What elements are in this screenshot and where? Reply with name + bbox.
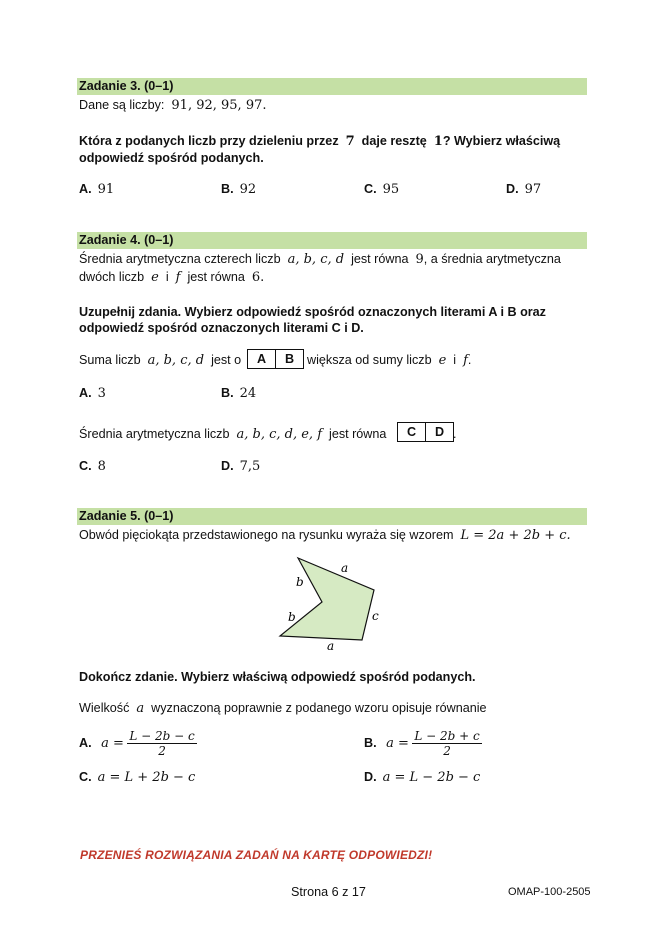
task3-option-b[interactable]: B. 92 — [221, 182, 257, 197]
task4-option-a[interactable]: A. 3 — [79, 386, 106, 401]
task4-sentence2-start: Średnia arytmetyczna liczb a, b, c, d, e, f jest równa — [79, 427, 387, 442]
answer-box-cd[interactable] — [397, 422, 454, 442]
task5-option-a[interactable]: A. a = $\frac{L - 2b - c}{2}$ — [79, 729, 195, 758]
label-upper-b: b — [296, 575, 304, 589]
label-right-c: c — [372, 609, 379, 623]
task5-formula: L = 2a + 2b + c. — [460, 528, 571, 543]
exam-code: OMAP-100-2505 — [508, 886, 591, 898]
answer-box-b[interactable]: B — [275, 350, 303, 368]
answer-box-c[interactable]: C — [406, 425, 417, 439]
task4-header: Zadanie 4. (0–1) — [77, 232, 587, 249]
task4-instruction-line1: Uzupełnij zdania. Wybierz odpowiedź spośród oznaczonych literami A i B oraz — [79, 305, 546, 319]
page-number: Strona 6 z 17 — [291, 885, 366, 899]
task5-header: Zadanie 5. (0–1) — [77, 508, 587, 525]
task5-option-d[interactable]: D. a = L − 2b − c — [364, 770, 481, 785]
pentagon-shape — [280, 558, 374, 640]
task5-option-c[interactable]: C. a = L + 2b − c — [79, 770, 196, 785]
task4-sentence1-start: Suma liczb a, b, c, d jest o — [79, 353, 242, 368]
task3-question-line2: odpowiedź spośród podanych. — [79, 151, 264, 165]
task5-line1: Obwód pięciokąta przedstawionego na rysunku wyraża się wzorem L = 2a + 2b + c. — [79, 528, 571, 543]
answer-box-ab[interactable] — [247, 349, 304, 369]
task3-question-line1: Która z podanych liczb przy dzieleniu przez 7 daje resztę 1? Wybierz właściwą — [79, 134, 561, 149]
task3-option-c[interactable]: C. 95 — [364, 182, 400, 197]
label-bottom-a: a — [327, 639, 335, 652]
task3-header: Zadanie 3. (0–1) — [77, 78, 587, 95]
task5-instruction: Dokończ zdanie. Wybierz właściwą odpowiedź spośród podanych. — [79, 670, 476, 684]
answer-box-d[interactable]: D — [425, 423, 453, 441]
task3-numbers: 91, 92, 95, 97. — [171, 98, 267, 113]
task4-line1: Średnia arytmetyczna czterech liczb a, b, c, d jest równa 9, a średnia arytmetyczna — [79, 252, 561, 267]
task5-option-b[interactable]: B. a = $\frac{L - 2b + c}{2}$ — [364, 729, 480, 758]
task4-option-c[interactable]: C. 8 — [79, 459, 106, 474]
task4-option-d[interactable]: D. 7,5 — [221, 459, 261, 474]
task4-sentence1-end: większa od sumy liczb e i f. — [307, 353, 472, 368]
task5-stem: Wielkość a wyznaczoną poprawnie z podanego wzoru opisuje równanie — [79, 701, 487, 716]
task3-intro: Dane są liczby: 91, 92, 95, 97. — [79, 98, 267, 113]
fraction-b: $\frac{L - 2b + c}{2}$ — [414, 729, 480, 758]
transfer-answers-notice: PRZENIEŚ ROZWIĄZANIA ZADAŃ NA KARTĘ ODPOWIEDZI! — [80, 848, 433, 862]
label-top-a: a — [341, 561, 349, 575]
task4-sentence2-end: . — [453, 427, 457, 441]
task4-option-b[interactable]: B. 24 — [221, 386, 257, 401]
task4-instruction-line2: odpowiedź spośród oznaczonych literami C i D. — [79, 321, 364, 335]
label-lower-b: b — [288, 610, 296, 624]
task4-line2: dwóch liczb e i f jest równa 6. — [79, 270, 265, 285]
task3-option-d[interactable]: D. 97 — [506, 182, 542, 197]
pentagon-figure — [270, 552, 390, 652]
answer-box-a[interactable]: A — [256, 352, 267, 366]
task3-option-a[interactable]: A. 91 — [79, 182, 115, 197]
fraction-a: $\frac{L - 2b - c}{2}$ — [129, 729, 195, 758]
